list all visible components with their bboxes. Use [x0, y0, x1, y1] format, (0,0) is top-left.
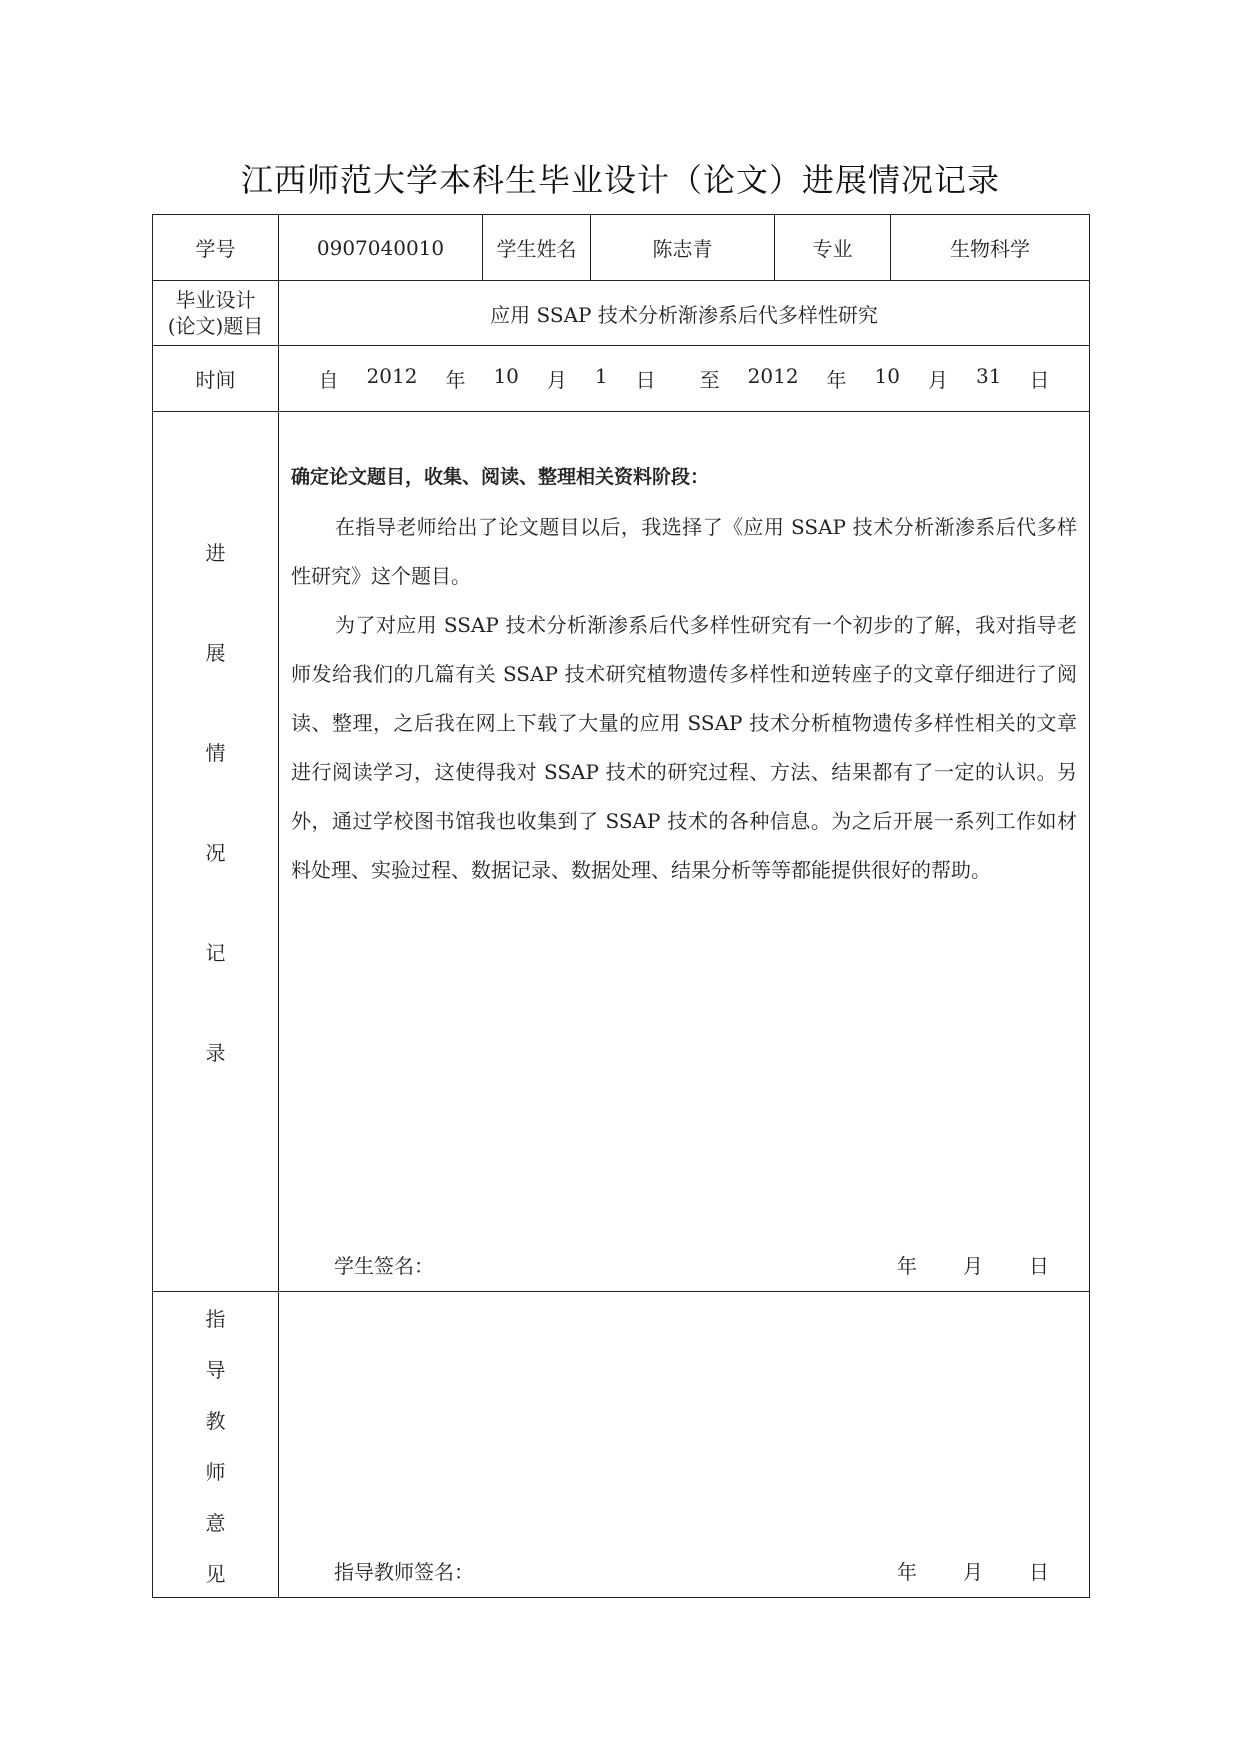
time-from: 自 — [318, 368, 339, 392]
progress-row — [153, 412, 1090, 1292]
advisor-label-char: 见 — [205, 1561, 226, 1586]
advisor-signature-label: 指导教师签名： — [334, 1560, 474, 1584]
student-name-label: 学生姓名 — [483, 215, 591, 281]
progress-label-char: 展 — [205, 641, 226, 665]
progress-label-char: 况 — [205, 841, 226, 865]
major-value: 生物科学 — [891, 215, 1090, 281]
time-day-unit-2: 日 — [1029, 368, 1050, 392]
time-year-unit-1: 年 — [445, 368, 466, 392]
student-name-value: 陈志青 — [591, 215, 775, 281]
progress-label-char: 情 — [205, 741, 226, 765]
topic-label-line2: (论文)题目 — [167, 314, 264, 338]
advisor-label — [153, 1292, 279, 1598]
topic-value: 应用 SSAP 技术分析渐渗系后代多样性研究 — [279, 281, 1090, 346]
progress-label-char: 进 — [205, 541, 226, 565]
student-info-row — [153, 215, 1090, 281]
student-signature-label: 学生签名： — [334, 1254, 434, 1278]
time-row — [153, 346, 1090, 412]
student-id-value: 0907040010 — [279, 215, 483, 281]
progress-paragraph: 为了对应用 SSAP 技术分析渐渗系后代多样性研究有一个初步的了解，我对指导老师发给我们的几篇有关 SSAP 技术研究植物遗传多样性和逆转座子的文章仔细进行了阅读、整理，之后我在网上下载了大量的应用 SSAP 技术分析植物遗传多样性相关的文章进行阅读学习，这使得我对 SSAP 技术的研究过程、方法、结果都有了一定的认识。另外，通过学校图书馆我也收集到了 SSAP 技术的各种信息。为之后开展一系列工作如材料处理、实验过程、数据记录、数据处理、结果分析等等都能提供很好的帮助。 — [291, 613, 1077, 882]
time-to-year: 2012 — [747, 364, 799, 388]
progress-record-form — [152, 214, 1090, 1598]
topic-row — [153, 281, 1090, 346]
time-month-unit-1: 月 — [546, 368, 567, 392]
advisor-comment — [279, 1292, 1090, 1598]
time-range — [279, 346, 1090, 412]
progress-label — [153, 412, 279, 1292]
time-from-year: 2012 — [366, 364, 418, 388]
major-label: 专业 — [775, 215, 891, 281]
progress-label-char: 录 — [205, 1041, 226, 1065]
time-year-unit-2: 年 — [826, 368, 847, 392]
page-title: 江西师范大学本科生毕业设计（论文）进展情况记录 — [240, 161, 1000, 199]
advisor-signature-month: 月 — [963, 1560, 983, 1584]
student-signature-row — [334, 1250, 1049, 1279]
progress-heading: 确定论文题目，收集、阅读、整理相关资料阶段： — [291, 466, 710, 488]
time-label: 时间 — [153, 346, 279, 412]
signature-year: 年 — [897, 1254, 917, 1278]
advisor-signature-year: 年 — [897, 1560, 917, 1584]
student-id-label: 学号 — [153, 215, 279, 281]
topic-label-line1: 毕业设计 — [175, 288, 256, 312]
advisor-signature-row — [334, 1556, 1049, 1585]
progress-paragraph: 在指导老师给出了论文题目以后，我选择了《应用 SSAP 技术分析渐渗系后代多样性研究》这个题目。 — [291, 515, 1077, 588]
time-from-day: 1 — [594, 364, 608, 388]
topic-label — [153, 281, 279, 346]
time-month-unit-2: 月 — [928, 368, 948, 392]
time-from-month: 10 — [493, 364, 519, 388]
time-to-day: 31 — [976, 364, 1002, 388]
advisor-label-char: 师 — [205, 1459, 226, 1484]
signature-day: 日 — [1029, 1254, 1049, 1278]
advisor-label-char: 教 — [205, 1408, 226, 1433]
time-to: 至 — [699, 368, 720, 392]
advisor-signature-day: 日 — [1029, 1560, 1049, 1584]
advisor-row — [153, 1292, 1090, 1598]
progress-content — [279, 412, 1090, 1292]
advisor-label-char: 导 — [205, 1357, 226, 1382]
signature-month: 月 — [963, 1254, 983, 1278]
advisor-label-char: 指 — [205, 1306, 226, 1331]
time-day-unit-1: 日 — [635, 368, 656, 392]
time-to-month: 10 — [874, 364, 900, 388]
progress-label-char: 记 — [205, 941, 226, 965]
advisor-label-char: 意 — [205, 1510, 226, 1535]
